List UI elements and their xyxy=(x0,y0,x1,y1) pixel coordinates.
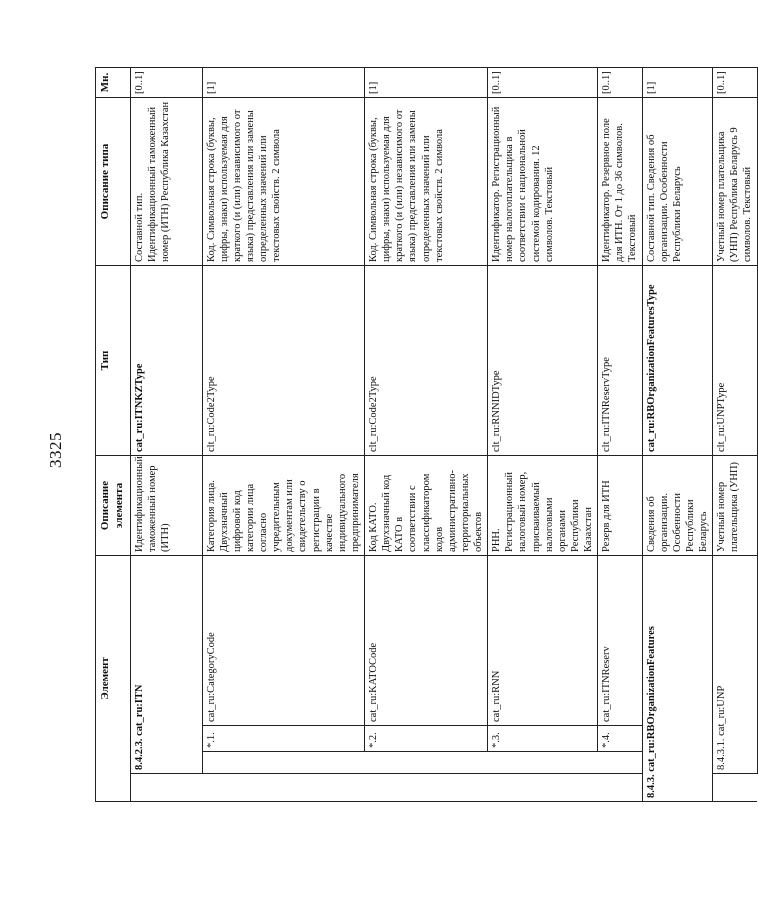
element-number: *.1. xyxy=(202,726,365,752)
type-desc-cell: Код. Символьная строка (буквы, цифры, знаки) используемая для краткого (и (или) независимого от языка) представления или замены определенных значений или текстовых свойств. 2 символа xyxy=(202,98,365,266)
indent-cell xyxy=(598,752,642,774)
type-desc-cell: Код. Символьная строка (буквы, цифры, знаки) используемая для краткого (и (или) независимого от языка) представления или замены определенных значений или текстовых свойств. 2 символа xyxy=(365,98,488,266)
element-desc-cell: Идентификационный таможенный номер (ИТН) xyxy=(130,456,202,556)
table-row xyxy=(488,68,598,802)
type-desc-cell: Учетный номер плательщика (УНП) Республика Беларусь 9 символов. Текстовый xyxy=(713,98,757,266)
table-row xyxy=(713,68,757,802)
table-row xyxy=(598,68,642,802)
element-cell xyxy=(642,556,713,802)
element-name: cat_ru:RNN xyxy=(488,556,598,726)
table-row xyxy=(365,68,488,802)
indent-cell xyxy=(365,752,488,774)
element-name: cat_ru:ITNReserv xyxy=(598,556,642,726)
type-cell: cat_ru:ITNKZType xyxy=(130,266,202,456)
rotated-table-wrapper xyxy=(95,68,754,802)
header-type-desc: Описание типа xyxy=(96,98,131,266)
element-number: 8.4.2.3. xyxy=(133,738,145,770)
type-cell: clt_ru:UNPType xyxy=(713,266,757,456)
type-desc-cell: Идентификатор. Резервное поле для ИТН. От 1 до 36 символов. Текстовый xyxy=(598,98,642,266)
type-desc-cell: Составной тип. Сведения об организации. Особенности Республики Беларусь xyxy=(642,98,713,266)
mn-cell: [1] xyxy=(202,68,365,98)
header-row xyxy=(96,68,131,802)
element-number: 8.4.3.1. xyxy=(716,738,728,770)
mn-cell: [1] xyxy=(365,68,488,98)
type-desc-cell: Составной тип. Идентификационный таможенный номер (ИТН) Республика Казахстан xyxy=(130,98,202,266)
element-number: 8.4.3. xyxy=(645,774,657,798)
mn-cell: [0..1] xyxy=(598,68,642,98)
indent-cell xyxy=(488,774,598,802)
table-row xyxy=(642,68,713,802)
element-number: *.3. xyxy=(488,726,598,752)
element-cell xyxy=(713,556,757,774)
type-cell: clt_ru:ITNReservType xyxy=(598,266,642,456)
element-desc-cell: Сведения об организации. Особенности Республики Беларусь xyxy=(642,456,713,556)
element-desc-cell: РНН. Регистрационный налоговый номер, присваиваемый налоговыми органами Республики Казахстан xyxy=(488,456,598,556)
elements-table xyxy=(95,67,758,802)
indent-cell xyxy=(202,774,365,802)
element-cell xyxy=(130,556,202,774)
element-name: cat_ru:RBOrganizationFeatures xyxy=(645,626,657,772)
type-desc-cell: Идентификатор. Регистрационный номер налогоплательщика в соответствии с национальной системой кодирования. 12 символов. Текстовый xyxy=(488,98,598,266)
element-name: cat_ru:CategoryCode xyxy=(202,556,365,726)
mn-cell: [0..1] xyxy=(130,68,202,98)
indent-cell xyxy=(598,774,642,802)
type-cell: clt_ru:RNNIDType xyxy=(488,266,598,456)
page-number: 3325 xyxy=(46,432,65,468)
header-element: Элемент xyxy=(96,556,131,802)
indent-cell xyxy=(713,774,757,802)
indent-cell xyxy=(130,774,202,802)
element-desc-cell: Резерв для ИТН xyxy=(598,456,642,556)
element-name: cat_ru:ITN xyxy=(133,684,145,736)
mn-cell: [1] xyxy=(642,68,713,98)
element-desc-cell: Категория лица. Двухзначный цифровой код категории лица согласно учредительным документам или свидетельству о регистрации в качестве индивидуального предпринимателя xyxy=(202,456,365,556)
type-cell: clt_ru:Code2Type xyxy=(202,266,365,456)
indent-cell xyxy=(202,752,365,774)
header-element-desc: Описание элемента xyxy=(96,456,131,556)
table-row xyxy=(130,68,202,802)
indent-cell xyxy=(488,752,598,774)
element-number: *.2. xyxy=(365,726,488,752)
header-mn: Мн. xyxy=(96,68,131,98)
element-desc-cell: Учетный номер плательщика (УНП) xyxy=(713,456,757,556)
element-name: cat_ru:KATOCode xyxy=(365,556,488,726)
element-number: *.4. xyxy=(598,726,642,752)
header-type: Тип xyxy=(96,266,131,456)
mn-cell: [0..1] xyxy=(488,68,598,98)
type-cell: clt_ru:Code2Type xyxy=(365,266,488,456)
element-name: cat_ru:UNP xyxy=(716,685,728,736)
indent-cell xyxy=(365,774,488,802)
element-desc-cell: Код КАТО. Двухзначный код КАТО в соответствии с классификатором кодов административно-территориальных объектов xyxy=(365,456,488,556)
table-row xyxy=(202,68,365,802)
mn-cell: [0..1] xyxy=(713,68,757,98)
type-cell: cat_ru:RBOrganizationFeaturesType xyxy=(642,266,713,456)
